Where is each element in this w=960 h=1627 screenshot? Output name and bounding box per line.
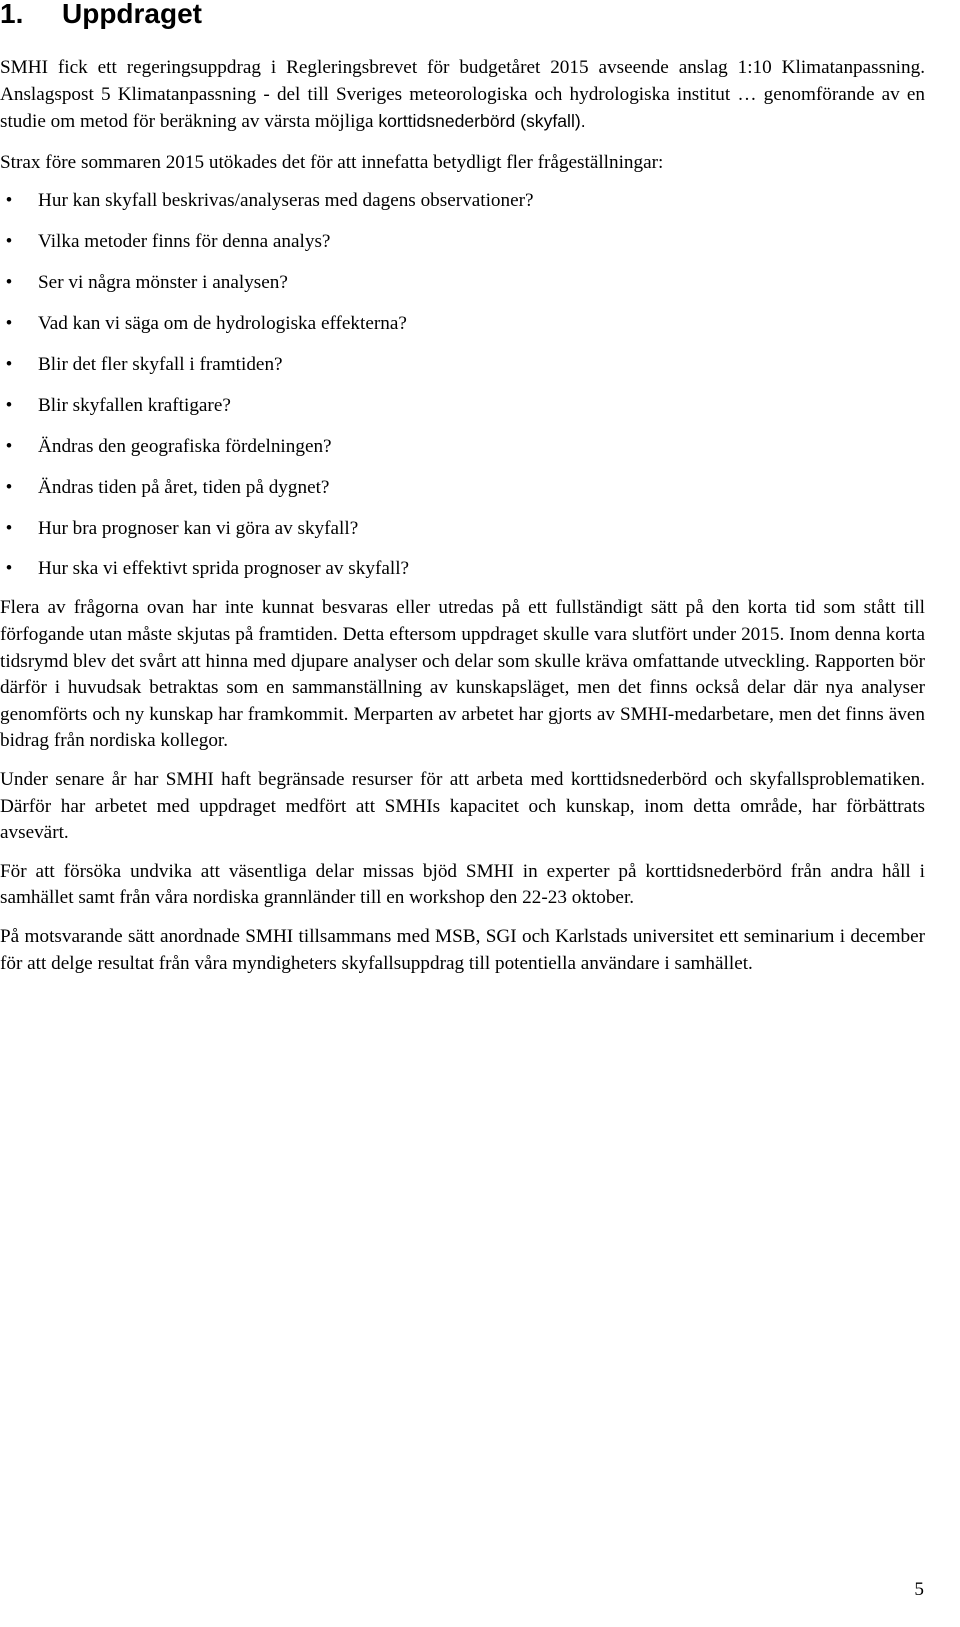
- question-text: Ändras den geografiska fördelningen?: [38, 435, 332, 457]
- question-text: Ändras tiden på året, tiden på dygnet?: [38, 476, 330, 498]
- list-item: [0, 188, 925, 229]
- list-item: [0, 352, 925, 393]
- bullet-icon: •: [5, 394, 13, 416]
- expanded-intro-paragraph: Strax före sommaren 2015 utökades det för att innefatta betydligt fler frågeställningar:: [0, 151, 664, 173]
- question-list: [0, 188, 925, 583]
- question-text: Hur ska vi effektivt sprida prognoser av skyfall?: [38, 558, 410, 580]
- question-text: Ser vi några mönster i analysen?: [38, 272, 288, 294]
- bullet-icon: •: [5, 476, 13, 498]
- list-item: [0, 556, 925, 583]
- bullet-icon: •: [5, 353, 13, 375]
- question-text: Hur kan skyfall beskrivas/analyseras med dagens observationer?: [38, 190, 534, 212]
- page-number: 5: [914, 1579, 924, 1600]
- list-item: [0, 311, 925, 352]
- list-item: [0, 393, 925, 434]
- intro-quoted-term: korttidsnederbörd (skyfall).: [378, 111, 586, 132]
- question-text: Blir det fler skyfall i framtiden?: [38, 353, 283, 375]
- bullet-icon: •: [5, 517, 13, 539]
- bullet-icon: •: [5, 313, 13, 335]
- body-paragraph: Under senare år har SMHI haft begränsade resurser för att arbeta med korttidsnederbörd och skyfallsproblematiken. Därför har arbetet med uppdraget medfört att SMHIs kapacitet och kunskap, inom detta område, har förbättrats avsevärt.: [0, 768, 925, 844]
- bullet-icon: •: [5, 558, 13, 580]
- intro-paragraph: [0, 55, 925, 136]
- list-item: [0, 434, 925, 475]
- intro-text: SMHI fick ett regeringsuppdrag i Regleringsbrevet för budgetåret 2015 avseende anslag 1:10 Klimatanpassning. Anslagspost 5 Klimatanpassning - del till Sveriges meteorologiska och hydrologiska institut … genomförande av en studie om metod för beräkning av värsta möjliga: [0, 57, 925, 133]
- question-text: Hur bra prognoser kan vi göra av skyfall?: [38, 517, 359, 539]
- list-item: [0, 229, 925, 270]
- question-text: Vad kan vi säga om de hydrologiska effekterna?: [38, 313, 407, 335]
- list-item: [0, 270, 925, 311]
- body-paragraph: Flera av frågorna ovan har inte kunnat besvaras eller utredas på ett fullständigt sätt på den korta tid som stått till förfogande utan måste skjutas på framtiden. Detta eftersom uppdraget skulle vara slutfört under 2015. Inom denna korta tidsrymd blev det svårt att hinna med djupare analyser och delar som skulle kräva omfattande utveckling. Rapporten bör därför i huvudsak betraktas som en sammanställning av kunskapsläget, men det finns också delar där nya analyser genomförts och ny kunskap har framkommit. Merparten av arbetet har gjorts av SMHI-medarbetare, men det finns även bidrag från nordiska kollegor.: [0, 597, 925, 752]
- question-text: Blir skyfallen kraftigare?: [38, 394, 231, 416]
- question-text: Vilka metoder finns för denna analys?: [38, 231, 331, 253]
- section-title: Uppdraget: [62, 0, 202, 29]
- body-paragraph: På motsvarande sätt anordnade SMHI tillsammans med MSB, SGI och Karlstads universitet ett seminarium i december för att delge resultat från våra myndigheters skyfallsuppdrag till potentiella användare i samhället.: [0, 925, 925, 974]
- bullet-icon: •: [5, 272, 13, 294]
- list-item: [0, 516, 925, 557]
- body-paragraph: För att försöka undvika att väsentliga delar missas bjöd SMHI in experter på korttidsnederbörd från andra håll i samhället samt från våra nordiska grannländer till en workshop den 22-23 oktober.: [0, 860, 925, 909]
- bullet-icon: •: [5, 231, 13, 253]
- bullet-icon: •: [5, 190, 13, 212]
- bullet-icon: •: [5, 435, 13, 457]
- section-heading: [0, 0, 202, 30]
- section-number: 1.: [0, 0, 24, 29]
- list-item: [0, 475, 925, 516]
- document-body: [0, 55, 925, 989]
